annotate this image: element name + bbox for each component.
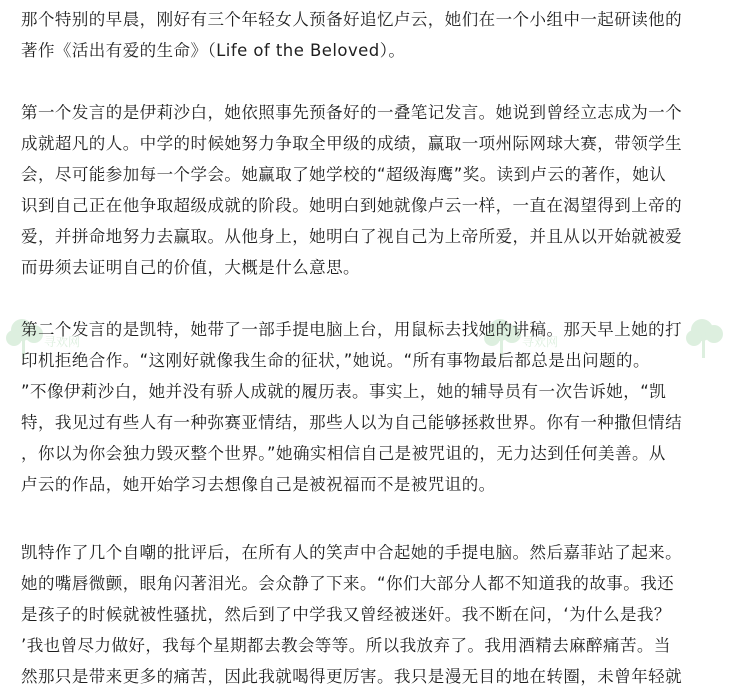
text-line: 识到自己正在他争取超级成就的阶段。她明白到她就像卢云一样，一直在渴望得到上帝的 — [21, 196, 683, 215]
paragraph-gaffy — [21, 537, 733, 692]
text-line: 那个特别的早晨，刚好有三个年轻女人预备好追忆卢云，她们在一个小组中一起研读他的 — [21, 10, 683, 29]
text-line: ”不像伊莉沙白，她并没有骄人成就的履历表。事实上，她的辅导员有一次告诉她，“凯 — [21, 382, 667, 401]
text-line: 成就超凡的人。中学的时候她努力争取全甲级的成绩，赢取一项州际网球大赛，带领学生 — [21, 134, 683, 153]
paragraph-kate — [21, 314, 733, 500]
paragraph-intro — [21, 4, 733, 66]
text-line: 第二个发言的是凯特，她带了一部手提电脑上台，用鼠标去找她的讲稿。那天早上她的打 — [21, 320, 683, 339]
text-line: 卢云的作品，她开始学习去想像自己是被祝福而不是被咒诅的。 — [21, 475, 496, 494]
text-line: 特，我见过有些人有一种弥赛亚情结，那些人以为自己能够拯救世界。你有一种撒但情结 — [21, 413, 683, 432]
text-line: 她的嘴唇微颤，眼角闪著泪光。会众静了下来。“你们大部分人都不知道我的故事。我还 — [21, 574, 675, 593]
text-line: 第一个发言的是伊莉沙白，她依照事先预备好的一叠笔记发言。她说到曾经立志成为一个 — [21, 103, 683, 122]
text-line: 是孩子的时候就被性骚扰，然后到了中学我又曾经被迷奸。我不断在问，‘为什么是我？ — [21, 605, 671, 624]
watermark-text: 寻欢网 — [44, 335, 81, 349]
paragraph-elizabeth — [21, 97, 733, 283]
watermark-text: 寻欢网 — [522, 335, 559, 349]
text-line: 而毋须去证明自己的价值，大概是什么意思。 — [21, 258, 360, 277]
text-line: 凯特作了几个自嘲的批评后，在所有人的笑声中合起她的手提电脑。然后嘉菲站了起来。 — [21, 543, 683, 562]
text-line: 然那只是带来更多的痛苦，因此我就喝得更厉害。我只是漫无目的地在转圈，未曾年轻就 — [21, 667, 683, 686]
text-line: ，你以为你会独力毁灭整个世界。”她确实相信自己是被咒诅的，无力达到任何美善。从 — [21, 444, 666, 463]
text-line: 印机拒绝合作。“这刚好就像我生命的征状，”她说。“所有事物最后都总是出问题的。 — [21, 351, 650, 370]
text-line: 爱，并拼命地努力去赢取。从他身上，她明白了视自己为上帝所爱，并且从以开始就被爱 — [21, 227, 683, 246]
text-line: 著作《活出有爱的生命》（Life of the Beloved）。 — [21, 41, 406, 60]
text-line: ’我也曾尽力做好，我每个星期都去教会等等。所以我放弃了。我用酒精去麻醉痛苦。当 — [21, 636, 671, 655]
text-line: 会，尽可能参加每一个学会。她赢取了她学校的“超级海鹰”奖。读到卢云的著作，她认 — [21, 165, 667, 184]
